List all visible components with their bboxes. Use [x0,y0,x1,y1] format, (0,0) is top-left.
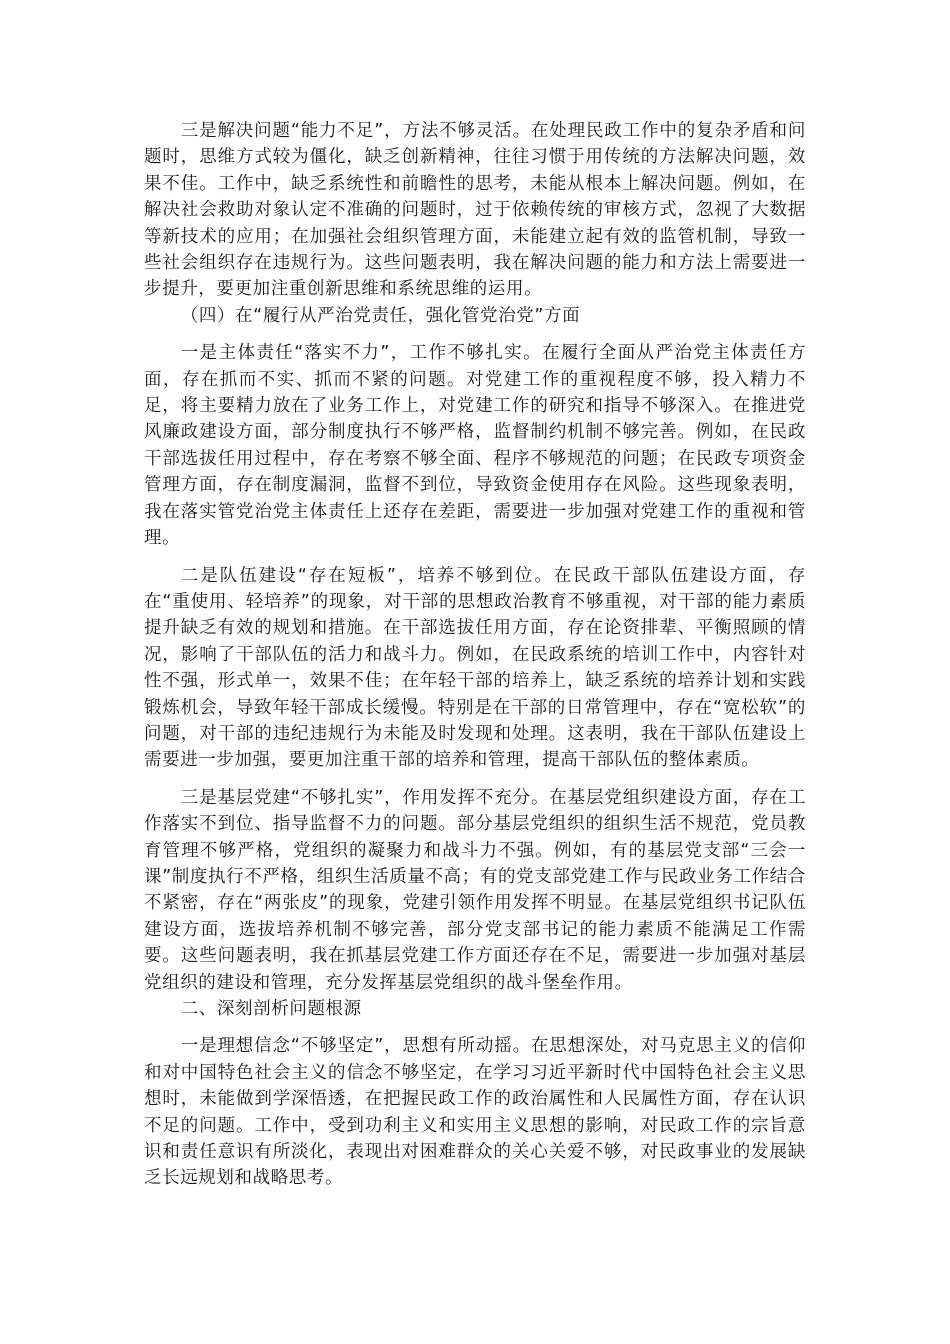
document-page [144,118,806,1192]
paragraph-main-responsibility: 一是主体责任“落实不力”，工作不够扎实。在履行全面从严治党主体责任方面，存在抓而不实、抓而不紧的问题。对党建工作的重视程度不够，投入精力不足，将主要精力放在了业务工作上，对党建工作的研究和指导不够深入。在推进党风廉政建设方面，部分制度执行不够严格，监督制约机制不够完善。例如，在民政干部选拔任用过程中，存在考察不够全面、程序不够规范的问题；在民政专项资金管理方面，存在制度漏洞，监督不到位，导致资金使用存在风险。这些现象表明，我在落实管党治党主体责任上还存在差距，需要进一步加强对党建工作的重视和管理。 [144,343,806,549]
paragraph-ideals-beliefs: 一是理想信念“不够坚定”，思想有所动摇。在思想深处，对马克思主义的信仰和对中国特色社会主义的信念不够坚定，在学习习近平新时代中国特色社会主义思想时，未能做到学深悟透，在把握民政工作的政治属性和人民属性方面，存在认识不足的问题。工作中，受到功利主义和实用主义思想的影响，对民政工作的宗旨意识和责任意识有所淡化，表现出对困难群众的关心关爱不够，对民政事业的发展缺乏长远规划和战略思考。 [144,1036,806,1189]
paragraph-team-building: 二是队伍建设“存在短板”，培养不够到位。在民政干部队伍建设方面，存在“重使用、轻培养”的现象，对干部的思想政治教育不够重视，对干部的能力素质提升缺乏有效的规划和措施。在干部选拔任用方面，存在论资排辈、平衡照顾的情况，影响了干部队伍的活力和战斗力。例如，在民政系统的培训工作中，内容针对性不强，形式单一，效果不佳；在年轻干部的培养上，缺乏系统的培养计划和实践锻炼机会，导致年轻干部成长缓慢。特别是在干部的日常管理中，存在“宽松软”的问题，对干部的违纪违规行为未能及时发现和处理。这表明，我在干部队伍建设上需要进一步加强，要更加注重干部的培养和管理，提高干部队伍的整体素质。 [144,565,806,771]
section-heading-root-causes: 二、深刻剖析问题根源 [180,999,362,1019]
paragraph-problem-solving-ability: 三是解决问题“能力不足”，方法不够灵活。在处理民政工作中的复杂矛盾和问题时，思维方式较为僵化，缺乏创新精神，往往习惯于用传统的方法解决问题，效果不佳。工作中，缺乏系统性和前瞻性的思考，未能从根本上解决问题。例如，在解决社会救助对象认定不准确的问题时，过于依赖传统的审核方式，忽视了大数据等新技术的应用；在加强社会组织管理方面，未能建立起有效的监管机制，导致一些社会组织存在违规行为。这些问题表明，我在解决问题的能力和方法上需要进一步提升，要更加注重创新思维和系统思维的运用。 [144,121,806,300]
paragraph-grassroots-party-building: 三是基层党建“不够扎实”，作用发挥不充分。在基层党组织建设方面，存在工作落实不到位、指导监督不力的问题。部分基层党组织的组织生活不规范，党员教育管理不够严格，党组织的凝聚力和战斗力不强。例如，有的基层党支部“三会一课”制度执行不严格，组织生活质量不高；有的党支部党建工作与民政业务工作结合不紧密，存在“两张皮”的现象，党建引领作用发挥不明显。在基层党组织书记队伍建设方面，选拔培养机制不够完善，部分党支部书记的能力素质不能满足工作需要。这些问题表明，我在抓基层党建工作方面还存在不足，需要进一步加强对基层党组织的建设和管理，充分发挥基层党组织的战斗堡垒作用。 [144,787,806,993]
section-heading-party-governance: （四）在“履行从严治党责任，强化管党治党”方面 [180,305,581,326]
